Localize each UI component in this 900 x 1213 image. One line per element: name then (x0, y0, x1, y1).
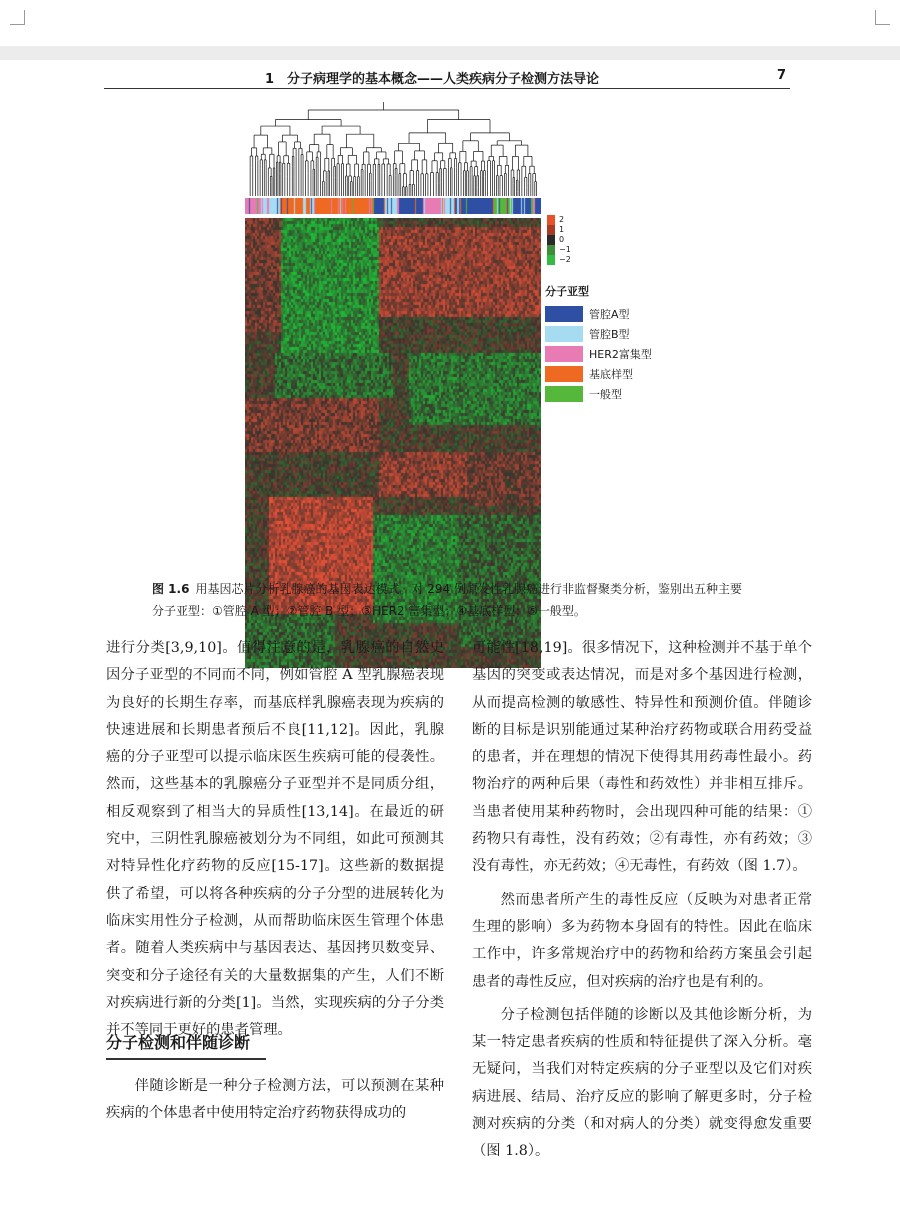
legend-label: HER2富集型 (589, 348, 652, 361)
scale-swatch (547, 215, 555, 225)
scale-label: 1 (559, 225, 565, 234)
body-paragraph: 然而患者所产生的毒性反应（反映为对患者正常生理的影响）多为药物本身固有的特性。因此在临床工作中，许多常规治疗中的药物和给药方案虽会引起患者的毒性反应，但对疾病的治疗也是有利的。 (472, 891, 812, 990)
scale-row (547, 245, 587, 255)
header-title: 1 分子病理学的基本概念——人类疾病分子检测方法导论 (264, 72, 600, 87)
left-column (106, 635, 444, 1044)
legend-swatch (545, 326, 583, 342)
legend-label: 管腔B型 (589, 328, 630, 341)
scale-label: −1 (559, 245, 571, 254)
scale-row (547, 225, 587, 235)
legend-swatch (545, 386, 583, 402)
subtype-color-bar (245, 198, 541, 214)
legend-label: 一般型 (589, 388, 622, 401)
body-paragraph: 可能性[18,19]。很多情况下，这种检测并不基于单个基因的突变或表达情况，而是对多个基因进行检测，从而提高检测的敏感性、特异性和预测价值。伴随诊断的目标是识别能通过某种治疗药物或联合用药受益的患者，并在理想的情况下使得其用药毒性最小。药物治疗的两种后果（毒性和药效性）并非相互排斥。当患者使用某种药物时，会出现四种可能的结果：①药物只有毒性，没有药效；②有毒性，亦有药效；③没有毒性，亦无药效；④无毒性，有药效（图 1.7）。 (472, 640, 812, 875)
scale-label: 0 (559, 235, 565, 244)
scale-swatch (547, 225, 555, 235)
scale-label: −2 (559, 255, 571, 264)
legend-item (545, 386, 685, 402)
scale-row (547, 255, 587, 265)
legend-swatch (545, 366, 583, 382)
running-header (104, 66, 790, 89)
legend-title: 分子亚型 (545, 285, 589, 298)
page-number: 7 (776, 68, 786, 83)
top-band (0, 46, 900, 60)
caption-text: 用基因芯片分析乳腺癌的基因表达模式。对 294 例原发性乳腺癌进行非监督聚类分析，鉴别出五种主要分子亚型：①管腔 A 型；②管腔 B 型；③HER2 富集型；④基底样型；⑤一般型。 (152, 582, 742, 618)
crop-mark-top-left (10, 10, 25, 25)
body-paragraph: 分子检测包括伴随的诊断以及其他诊断分析，为某一特定患者疾病的性质和特征提供了深入分析。毫无疑问，当我们对特定疾病的分子亚型以及它们对疾病进展、结局、治疗反应的影响了解更多时，分子检测对疾病的分类（和对病人的分类）就变得愈发重要（图 1.8）。 (472, 1006, 812, 1160)
legend-swatch (545, 346, 583, 362)
scale-swatch (547, 255, 555, 265)
scale-swatch (547, 245, 555, 255)
legend-item (545, 326, 685, 342)
caption-label: 图 1.6 (152, 582, 190, 596)
body-paragraph: 进行分类[3,9,10]。值得注意的是，乳腺癌的自然史因分子亚型的不同而不同，例如管腔 A 型乳腺癌表现为良好的长期生存率，而基底样乳腺癌表现为疾病的快速进展和长期患者预后不良[11,12]。因此，乳腺癌的分子亚型可以提示临床医生疾病可能的侵袭性。然而，这些基本的乳腺癌分子亚型并不是同质分组，相反观察到了相当大的异质性[13,14]。在最近的研究中，三阴性乳腺癌被划分为不同组，如此可预测其对特异性化疗药物的反应[15-17]。这些新的数据提供了希望，可以将各种疾病的分子分型的进展转化为临床实用性分子检测，从而帮助临床医生管理个体患者。随着人类疾病中与基因表达、基因拷贝数变异、突变和分子途径有关的大量数据集的产生，人们不断对疾病进行新的分类[1]。当然，实现疾病的分子分类并不等同于更好的患者管理。 (106, 640, 444, 1039)
scale-swatch (547, 235, 555, 245)
right-column (472, 635, 812, 1166)
legend-label: 管腔A型 (589, 308, 630, 321)
dendrogram (245, 100, 541, 196)
expression-color-scale (547, 215, 587, 265)
figure-1-6 (245, 100, 545, 570)
legend-label: 基底样型 (589, 368, 633, 381)
scale-row (547, 215, 587, 225)
section-heading: 分子检测和伴随诊断 (106, 1030, 266, 1060)
legend-swatch (545, 306, 583, 322)
legend-item (545, 346, 685, 362)
scale-label: 2 (559, 215, 565, 224)
legend-item (545, 306, 685, 322)
subtype-legend (545, 283, 685, 406)
body-paragraph: 伴随诊断是一种分子检测方法，可以预测在某种疾病的个体患者中使用特定治疗药物获得成功的 (106, 1078, 444, 1122)
figure-caption (152, 578, 752, 622)
scale-row (547, 235, 587, 245)
crop-mark-top-right (875, 10, 890, 25)
legend-item (545, 366, 685, 382)
left-column-continued (106, 1073, 444, 1128)
